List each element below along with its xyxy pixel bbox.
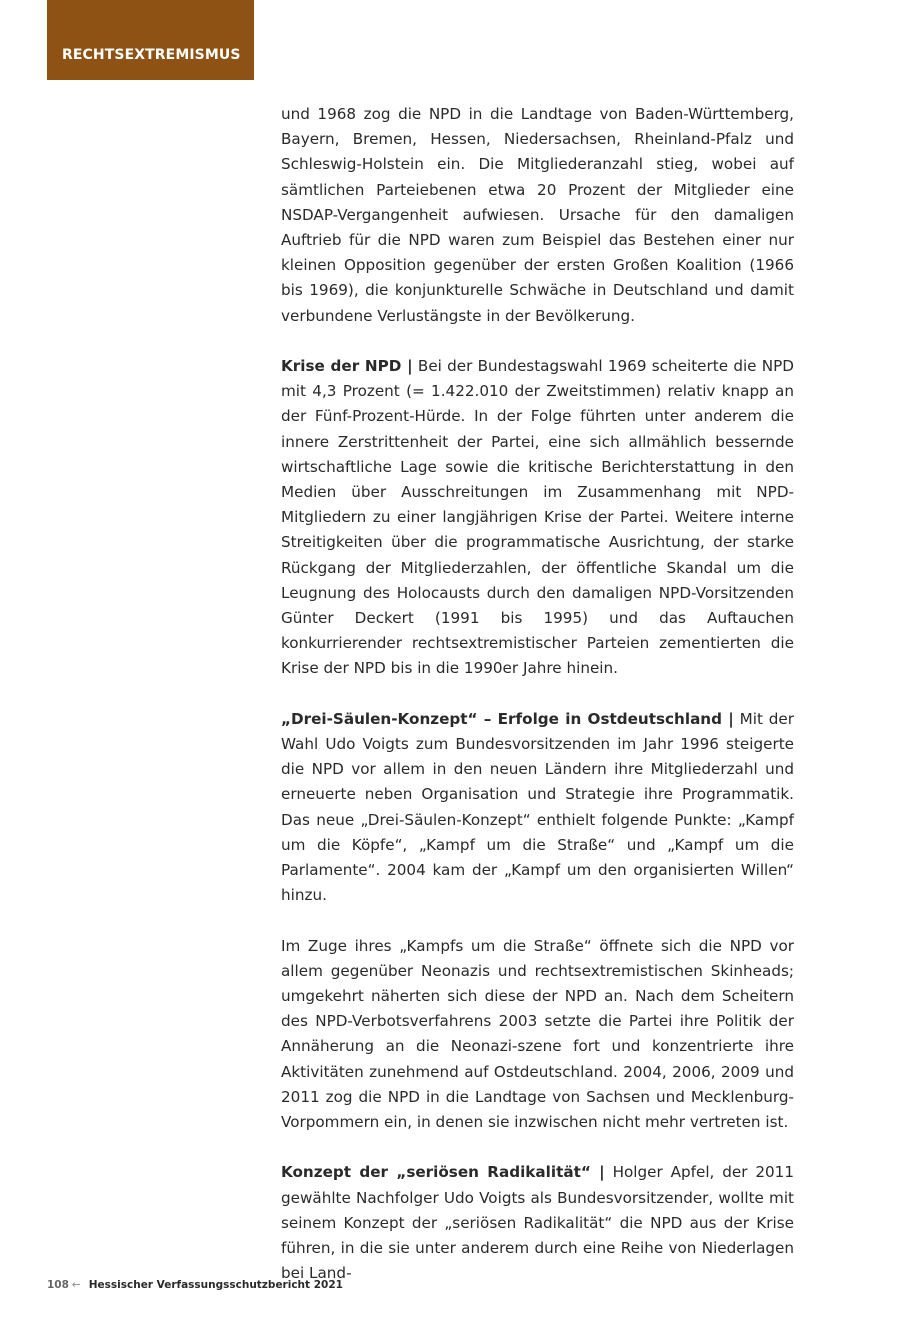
- paragraph-text: und 1968 zog die NPD in die Landtage von Baden-Württemberg, Bayern, Bremen, Hessen, Niedersachsen, Rheinland-Pfalz und Schleswig-Holstein ein. Die Mitgliederanzahl stieg, wobei auf sämtlichen Parteiebenen etwa 20 Prozent der Mitglieder eine NSDAP-Vergangenheit aufwiesen. Ursache für den damaligen Auftrieb für die NPD waren zum Beispiel das Bestehen einer nur kleinen Opposition gegenüber der ersten Großen Koalition (1966 bis 1969), die konjunkturelle Schwäche in Deutschland und damit verbundene Verlustängste in der Bevölkerung.: [281, 105, 794, 325]
- paragraph-heading: „Drei-Säulen-Konzept“ – Erfolge in Ostdeutschland |: [281, 709, 734, 728]
- paragraph-heading: Konzept der „seriösen Radikalität“ |: [281, 1163, 605, 1182]
- section-title: RECHTSEXTREMISMUS: [62, 47, 241, 63]
- section-tab: [47, 0, 254, 80]
- publication-title: Hessischer Verfassungsschutzbericht 2021: [88, 1279, 343, 1291]
- paragraph-text: Im Zuge ihres „Kampfs um die Straße“ öffnete sich die NPD vor allem gegenüber Neonazis und rechtsextremistischen Skinheads; umgekehrt näherten sich diese der NPD an. Nach dem Scheitern des NPD-Verbotsverfahrens 2003 setzte die Partei ihre Politik der Annäherung an die Neonazi-szene fort und konzentrierte ihre Aktivitäten zunehmend auf Ostdeutschland. 2004, 2006, 2009 und 2011 zog die NPD in die Landtage von Sachsen und Mecklenburg-Vorpommern ein, in denen sie inzwischen nicht mehr vertreten ist.: [281, 936, 794, 1132]
- body-text: [281, 102, 794, 1312]
- paragraph-drei-saeulen-konzept: [281, 707, 794, 909]
- paragraph-continuation: [281, 102, 794, 329]
- arrow-left-icon: ←: [71, 1279, 81, 1291]
- paragraph-text: Mit der Wahl Udo Voigts zum Bundesvorsitzenden im Jahr 1996 steigerte die NPD vor allem in den neuen Ländern ihre Mitgliederzahl und erneuerte neben Organisation und Strategie ihre Programmatik. Das neue „Drei-Säulen-Konzept“ enthielt folgende Punkte: „Kampf um die Köpfe“, „Kampf um die Straße“ und „Kampf um die Parlamente“. 2004 kam der „Kampf um den organisierten Willen“ hinzu.: [281, 709, 794, 905]
- paragraph-heading: Krise der NPD |: [281, 357, 413, 376]
- paragraph-serioese-radikalitaet: [281, 1160, 794, 1286]
- paragraph-text: Bei der Bundestagswahl 1969 scheiterte die NPD mit 4,3 Prozent (= 1.422.010 der Zweitstimmen) relativ knapp an der Fünf-Prozent-Hürde. In der Folge führten unter anderem die innere Zerstrittenheit der Partei, eine sich allmählich bessernde wirtschaftliche Lage sowie die kritische Berichterstattung in den Medien über Ausschreitungen im Zusammenhang mit NPD-Mitgliedern zu einer langjährigen Krise der Partei. Weitere interne Streitigkeiten über die programmatische Ausrichtung, der starke Rückgang der Mitgliederzahlen, der öffentliche Skandal um die Leugnung des Holocausts durch den damaligen NPD-Vorsitzenden Günter Deckert (1991 bis 1995) und das Auftauchen konkurrierender rechtsextremistischer Parteien zementierten die Krise der NPD bis in die 1990er Jahre hinein.: [281, 357, 795, 678]
- paragraph-kampf-um-die-strasse: [281, 934, 794, 1136]
- paragraph-krise-der-npd: [281, 354, 794, 682]
- page-number: 108: [47, 1279, 69, 1291]
- paragraph-text: Holger Apfel, der 2011 gewählte Nachfolger Udo Voigts als Bundesvorsitzender, wollte mit seinem Konzept der „seriösen Radikalität“ die NPD aus der Krise führen, in die sie unter anderem durch eine Reihe von Niederlagen bei Land-: [281, 1163, 795, 1283]
- page-footer: [47, 1279, 343, 1291]
